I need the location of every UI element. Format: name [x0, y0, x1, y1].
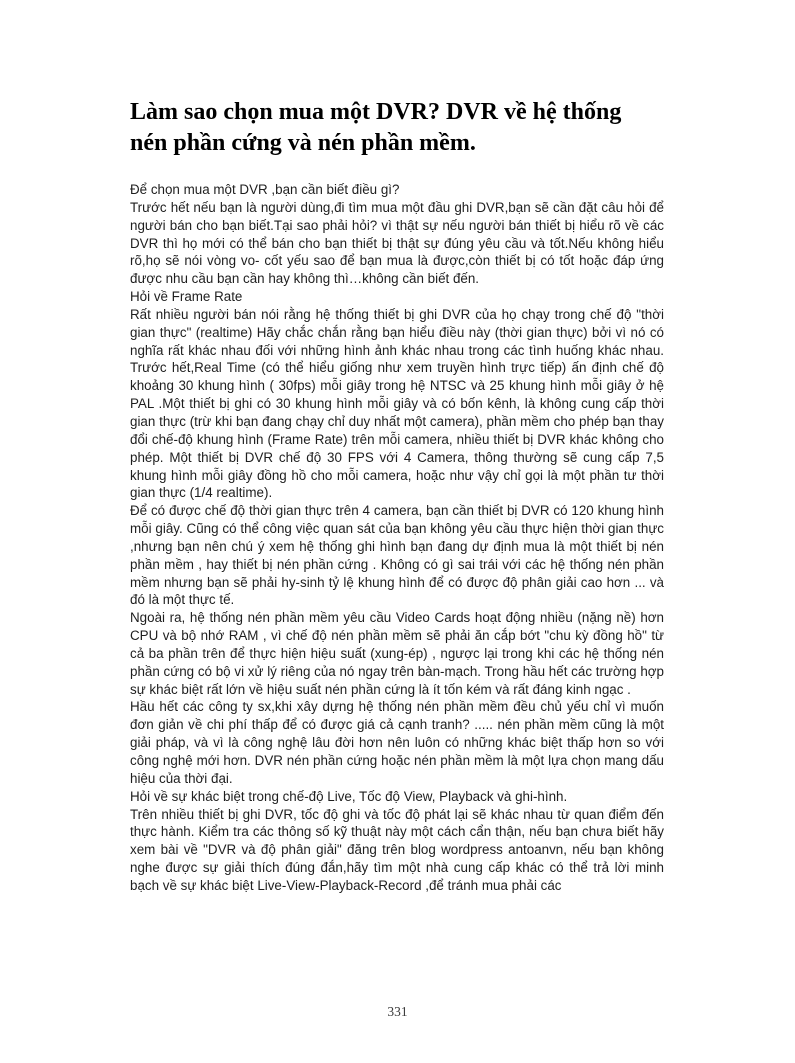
body-paragraph: Hỏi về Frame Rate: [130, 289, 243, 305]
body-paragraph: Hầu hết các công ty sx,khi xây dựng hệ thống nén phần mềm đều chủ yếu chỉ vì muốn đơn giản về chi phí thấp để có được giá cả cạnh tranh? ..... nén phần mềm cũng là một giải pháp, và vì là công nghệ lâu đời hơn nên luôn có những khác biệt thấp hơn so với công nghệ mới hơn. DVR nén phần cứng hoặc nén phần mềm là một lựa chọn mang dấu hiệu của thời đại.: [130, 699, 664, 786]
page-title: Làm sao chọn mua một DVR? DVR về hệ thống nén phần cứng và nén phần mềm.: [130, 99, 622, 156]
document-body: [130, 181, 664, 895]
body-paragraph: Hỏi về sự khác biệt trong chế-độ Live, Tốc độ View, Playback và ghi-hình.: [130, 788, 568, 804]
page-number: 331: [387, 1004, 408, 1019]
body-paragraph: Ngoài ra, hệ thống nén phần mềm yêu cầu Video Cards hoạt động nhiều (nặng nề) hơn CPU và bộ nhớ RAM , vì chế độ nén phần mềm sẽ phải ăn cắp bớt "chu kỳ đồng hồ" từ cả ba phần trên để thực hiện hiệu suất (xung-ép) , ngược lại trong khi các hệ thống nén phần cứng có bộ vi xử lý riêng của nó ngay trên bàn-mạch. Trong hầu hết các trường hợp sự khác biệt rất lớn về hiệu suất nén phần cứng là ít tốn kém và rất đáng kinh ngạc .: [130, 610, 664, 697]
document-content: [130, 97, 664, 895]
body-paragraph: Rất nhiều người bán nói rằng hệ thống thiết bị ghi DVR của họ chạy trong chế độ "thời gian thực" (realtime) Hãy chắc chắn rằng bạn hiểu điều này (thời gian thực) bởi vì nó có nghĩa rất khác nhau đối với những hình ảnh khác nhau trong các tình huống khác nhau. Trước hết,Real Time (có thể hiểu giống như xem truyền hình trực tiếp) ấn định chế độ khoảng 30 khung hình ( 30fps) mỗi giây trong hệ NTSC và 25 khung hình mỗi giây ở hệ PAL .Một thiết bị ghi có 30 khung hình mỗi giây và có bốn kênh, là không cung cấp thời gian thực (trừ khi bạn đang chạy chỉ duy nhất một camera), phần mềm cho phép bạn thay đổi chế-độ khung hình (Frame Rate) trên mỗi camera, nhiều thiết bị DVR khác không cho phép. Một thiết bị DVR chế độ 30 FPS với 4 Camera, thông thường sẽ cung cấp 7,5 khung hình mỗi giây đồng hồ cho mỗi camera, hoặc như vậy chỉ gọi là một phần tư thời gian thực (1/4 realtime).: [130, 306, 664, 501]
body-paragraph: Trên nhiều thiết bị ghi DVR, tốc độ ghi và tốc độ phát lại sẽ khác nhau từ quan điểm đến thực hành. Kiểm tra các thông số kỹ thuật này một cách cẩn thận, nếu bạn chưa biết hãy xem bài về "DVR và độ phân giải" đăng trên blog wordpress antoanvn, nếu bạn không nghe được sự giải thích đúng đắn,hãy tìm một nhà cung cấp khác có thể trả lời minh bạch về sự khác biệt Live-View-Playback-Record ,để tránh mua phải các: [130, 806, 664, 893]
body-paragraph: Trước hết nếu bạn là người dùng,đi tìm mua một đầu ghi DVR,bạn sẽ cần đặt câu hỏi để người bán cho bạn biết.Tại sao phải hỏi? vì thật sự nếu người bán thiết bị hiểu rõ về các DVR thì họ mới có thể bán cho bạn thiết bị thật sự đúng yêu cầu và tốt.Nếu không hiểu rõ,họ sẽ nói vòng vo- cốt yếu sao để bạn mua là được,còn thiết bị có tốt hoặc đáp ứng được nhu cầu bạn cần hay không thì…không cần biết đến.: [130, 199, 664, 287]
body-paragraph: Để có được chế độ thời gian thực trên 4 camera, bạn cần thiết bị DVR có 120 khung hình mỗi giây. Cũng có thể công việc quan sát của bạn không yêu cầu thực hiện thời gian thực ,nhưng bạn nên chú ý xem hệ thống ghi hình bạn đang dự định mua là một thiết bị nén phần mềm , hay thiết bị nén phần cứng . Không có gì sai trái với các hệ thống nén phần mềm nhưng bạn sẽ phải hy-sinh tỷ lệ khung hình để có được độ phân giải cao hơn ... và đó là một thực tế.: [130, 503, 664, 608]
body-paragraph: Để chọn mua một DVR ,bạn cần biết điều gì?: [130, 182, 400, 197]
